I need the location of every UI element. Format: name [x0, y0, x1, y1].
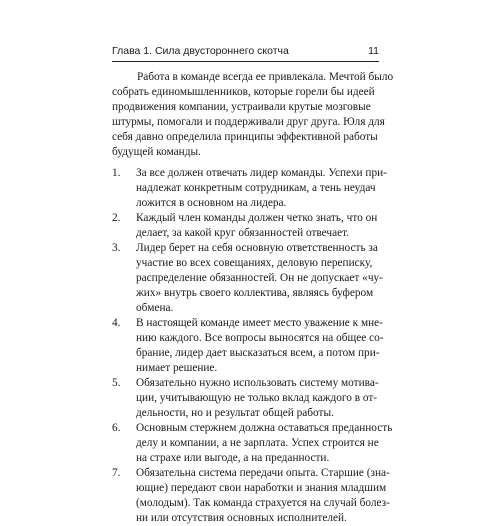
item-number: 3.: [112, 242, 121, 254]
text-line: ющие) передают свои наработки и знания младшим: [136, 482, 387, 494]
text-line: продвижения компании, устраивали крутые мозговые: [112, 101, 371, 113]
text-line: ложится в основном на лидера.: [136, 197, 287, 209]
text-line: Работа в команде всегда ее привлекала. Мечтой было: [137, 71, 394, 83]
text-line: ции, учитывающую не только вклад каждого в от-: [136, 392, 378, 404]
text-line: обмена.: [136, 302, 174, 314]
text-line: нимает решение.: [136, 362, 218, 374]
text-line: брание, лидер дает высказаться всем, а потом при-: [136, 347, 380, 359]
text-line: В настоящей команде имеет место уважение к мне-: [136, 317, 383, 329]
item-number: 6.: [112, 422, 121, 434]
text-line: надлежат конкретным сотрудникам, а тень неудач: [136, 182, 376, 194]
list-item: [112, 211, 377, 241]
list-item: [112, 466, 390, 526]
text-line: себя давно определила принципы эффективной работы: [112, 131, 378, 143]
item-number: 1.: [112, 167, 121, 179]
text-line: (молодым). Так команда страхуется на случай болез-: [136, 497, 390, 509]
list-item: [112, 241, 383, 316]
text-line: Обязательно нужно использовать систему мотива-: [136, 377, 379, 389]
intro-paragraph: [112, 70, 394, 160]
text-line: ни или отсутствия основных исполнителей.: [136, 512, 347, 524]
header-rule: [112, 61, 379, 62]
item-number: 5.: [112, 377, 121, 389]
list-item: [112, 421, 393, 466]
running-head: [112, 45, 379, 59]
text-line: Каждый член команды должен четко знать, что он: [136, 212, 378, 224]
text-line: распределение обязанностей. Он не допускает «чу-: [136, 272, 383, 284]
list-item: [112, 166, 387, 211]
text-line: Лидер берет на себя основную ответственность за: [136, 242, 378, 254]
text-line: штурмы, помогали и поддерживали друг друга. Юля для: [112, 116, 385, 128]
text-line: нию каждого. Все вопросы выносятся на общее со-: [136, 332, 384, 344]
text-line: За все должен отвечать лидер команды. Успехи при-: [136, 167, 387, 179]
chapter-title: Глава 1. Сила двустороннего скотча: [112, 45, 289, 57]
body-text: [112, 70, 394, 526]
text-line: будущей команды.: [112, 146, 201, 158]
item-number: 2.: [112, 212, 121, 224]
text-line: делает, за какой круг обязанностей отвечает.: [136, 227, 350, 239]
text-line: Основным стержнем должна оставаться преданность: [136, 422, 393, 434]
text-line: на страхе или выгоде, а на преданности.: [136, 452, 330, 464]
text-line: собрать единомышленников, которые горели бы идеей: [112, 86, 375, 98]
list-item: [112, 376, 377, 421]
item-number: 7.: [112, 467, 121, 479]
text-line: жих» внутрь своего коллектива, являясь буфером: [136, 287, 374, 299]
text-line: участие во всех совещаниях, деловую переписку,: [136, 257, 373, 269]
text-line: Обязательна система передачи опыта. Старшие (зна-: [136, 467, 390, 479]
text-line: дельности, но и результат общей работы.: [136, 407, 334, 419]
page-number: 11: [368, 45, 379, 57]
text-line: делу и компании, а не зарплата. Успех строится не: [136, 437, 379, 449]
list-item: [112, 316, 384, 376]
item-number: 4.: [112, 317, 121, 329]
